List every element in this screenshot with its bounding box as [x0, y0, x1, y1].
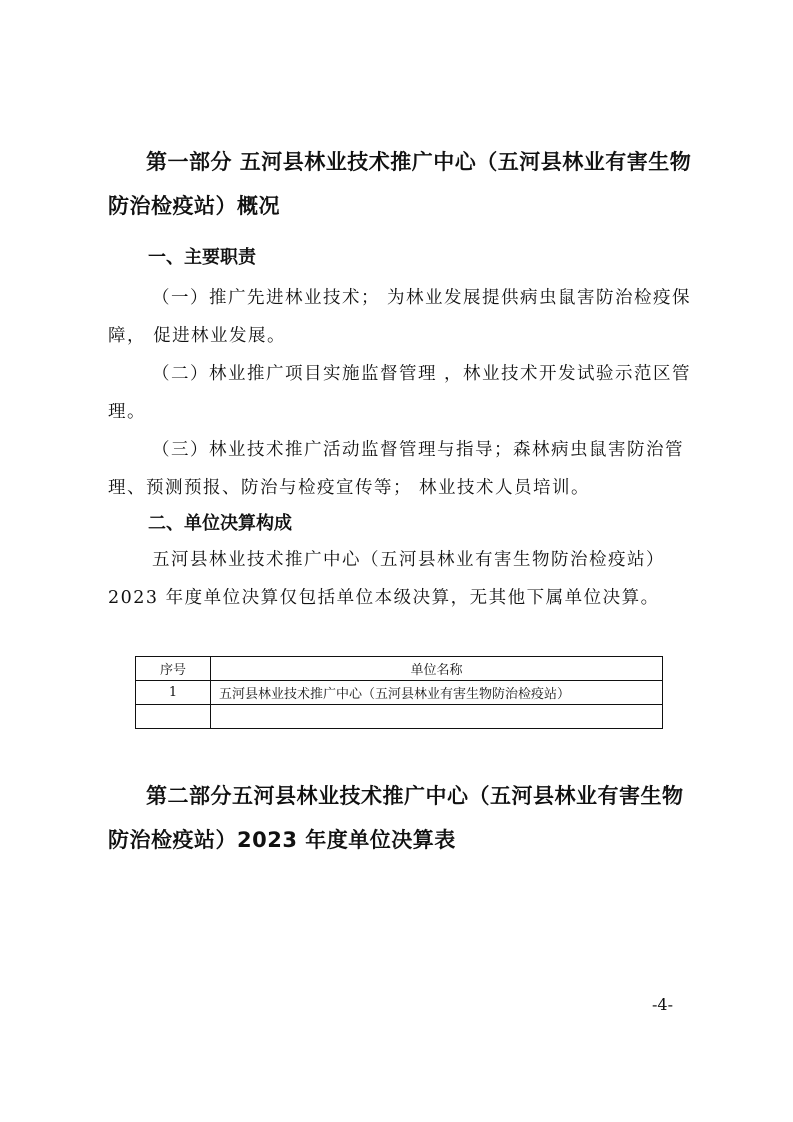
unit-table	[135, 656, 663, 729]
page-number: -4-	[652, 995, 673, 1014]
cell-unit-name: 五河县林业技术推广中心（五河县林业有害生物防治检疫站）	[211, 681, 663, 705]
table-header-row	[136, 657, 663, 681]
header-unit-name: 单位名称	[211, 657, 663, 681]
cell-unit-name	[211, 705, 663, 729]
section1-title: 一、主要职责	[148, 247, 256, 268]
part1-title: 第一部分 五河县林业技术推广中心（五河县林业有害生物防治检疫站）概况	[108, 150, 692, 218]
cell-index: 1	[136, 681, 211, 705]
section2-title: 二、单位决算构成	[148, 513, 292, 534]
duty-item-2: （二）林业推广项目实施监督管理 ，林业技术开发试验示范区管理。	[108, 364, 692, 422]
header-index: 序号	[136, 657, 211, 681]
table-row	[136, 705, 663, 729]
duty-item-3: （三）林业技术推广活动监督管理与指导；森林病虫鼠害防治管理、预测预报、防治与检疫宣传等； 林业技术人员培训。	[108, 440, 684, 498]
duty-item-1: （一）推广先进林业技术； 为林业发展提供病虫鼠害防治检疫保障， 促进林业发展。	[108, 288, 692, 346]
composition-text: 五河县林业技术推广中心（五河县林业有害生物防治检疫站）2023 年度单位决算仅包括单位本级决算，无其他下属单位决算。	[108, 550, 665, 608]
cell-index	[136, 705, 211, 729]
part2-title: 第二部分五河县林业技术推广中心（五河县林业有害生物防治检疫站）2023 年度单位决算表	[108, 784, 684, 852]
table-row	[136, 681, 663, 705]
